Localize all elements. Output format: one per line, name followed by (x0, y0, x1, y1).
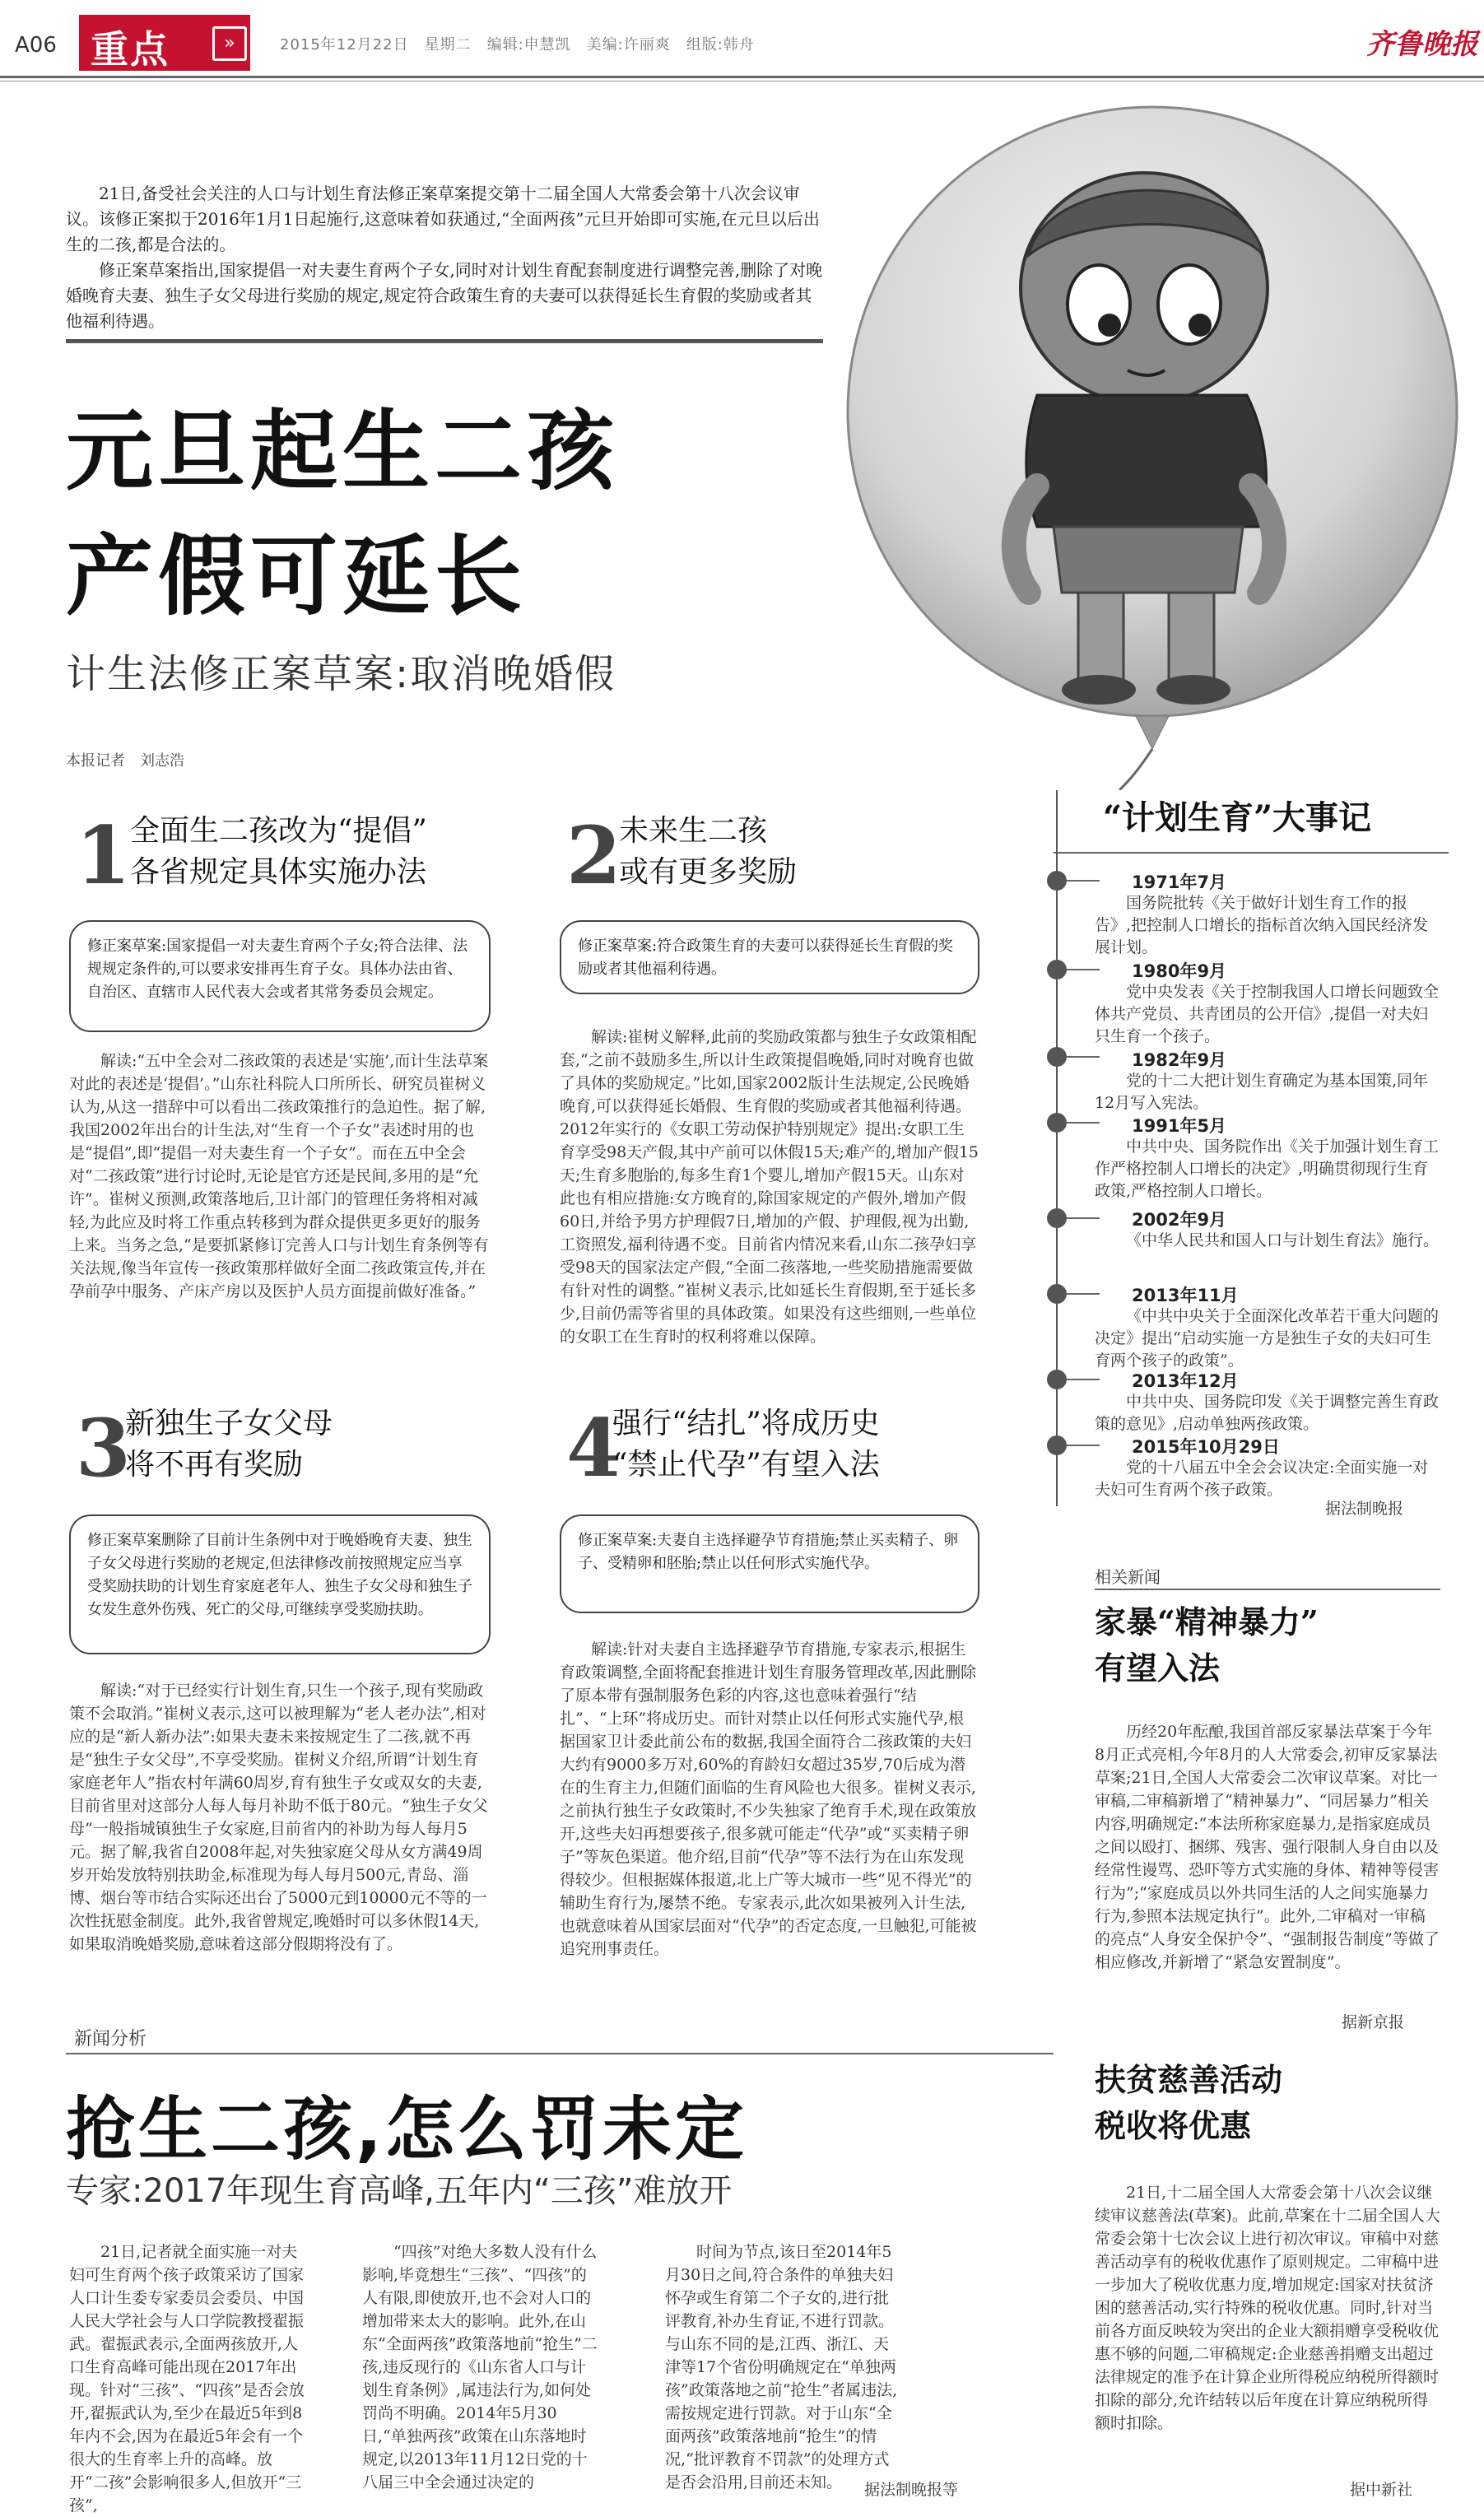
timeline-year: 2015年10月29日 (1132, 1437, 1280, 1457)
section-1-number: 1 (76, 809, 131, 902)
section-3-title-line-1: 新独生子女父母 (125, 1407, 333, 1440)
timeline-year: 1980年9月 (1132, 961, 1227, 981)
timeline-desc: 《中华人民共和国人口与计划生育法》施行。 (1126, 1231, 1440, 1249)
section-4-title-line-1: 强行“结扎”将成历史 (612, 1407, 880, 1440)
timeline-connector (1067, 880, 1100, 882)
analysis-source: 据法制晚报等 (864, 2481, 959, 2499)
news-1-title-line-2: 有望入法 (1095, 1649, 1221, 1687)
timeline-year: 2013年12月 (1132, 1371, 1239, 1391)
timeline-desc: 中共中央、国务院作出《关于加强计划生育工作严格控制人口增长的决定》,明确贯彻现行生育政策,严格控制人口增长。 (1095, 1138, 1440, 1200)
section-2-quote-bubble: 修正案草案:符合政策生育的夫妻可以获得延长生育假的奖励或者其他福利待遇。 (560, 920, 979, 994)
section-1-title-line-1: 全面生二孩改为“提倡” (130, 814, 427, 848)
timeline-connector (1067, 969, 1100, 970)
analysis-headline: 抢生二孩,怎么罚未定 (66, 2089, 747, 2170)
lead-paragraph-1: 21日,备受社会关注的人口与计划生育法修正案草案提交第十二届全国人大常委会第十八次会议审议。该修正案拟于2016年1月1日起施行,这意味着如获通过,“全面两孩”元旦开始即可实施,在元旦以后出生的二孩,都是合法的。 (66, 184, 820, 254)
timeline-connector (1067, 1293, 1100, 1295)
timeline-source: 据法制晚报 (1325, 1500, 1404, 1518)
section-2-title-line-2: 或有更多奖励 (619, 855, 798, 889)
section-2-body: 解读:崔树义解释,此前的奖励政策都与独生子女政策相配套,“之前不鼓励多生,所以计生政策提倡晚婚,同时对晚育也做了具体的奖励规定。”比如,国家2002版计生法规定,公民晚婚晚育,可以获得延长婚假、生育假的奖励或者其他福利待遇。2012年实行的《女职工劳动保护特别规定》提出:女职工生育享受98天产假,其中产前可以休假15天;难产的,增加产假15天;生育多胞胎的,每多生育1个婴儿,增加产假15天。山东对此也有相应措施:女方晚育的,除国家规定的产假外,增加产假60日,并给予男方护理假7日,增加的产假、护理假,视为出勤,工资照发,福利待遇不变。目前省内情况来看,山东二孩孕妇享受98天的国家法定产假,“全面二孩落地,一些奖励措施需要做有针对性的调整。”崔树义表示,比如延长生育假期,至于延长多少,目前仍需等省里的具体政策。如果没有这些细则,一些单位的女职工在生育时的权利将难以保障。 (560, 1028, 979, 1346)
analysis-tag: 新闻分析 (74, 2029, 147, 2049)
timeline-dot (1047, 1435, 1067, 1455)
analysis-subheadline: 专家:2017年现生育高峰,五年内“三孩”难放开 (66, 2172, 733, 2210)
related-news-rule (1095, 1589, 1440, 1590)
lead-paragraph-2: 修正案草案指出,国家提倡一对夫妻生育两个子女,同时对计划生育配套制度进行调整完善,删除了对晚婚晚育夫妻、独生子女父母进行奖励的规定,规定符合政策生育的夫妻可以获得延长生育假的奖励或者其他福利待遇。 (66, 260, 823, 331)
timeline-dot (1047, 1047, 1067, 1067)
timeline-year: 1971年7月 (1132, 872, 1227, 892)
news-2-title-line-1: 扶贫慈善活动 (1095, 2061, 1283, 2098)
timeline-desc: 《中共中央关于全面深化改革若干重大问题的决定》提出“启动实施一方是独生子女的夫妇可生育两个孩子的政策”。 (1095, 1307, 1440, 1370)
timeline-dot (1047, 1370, 1067, 1389)
news-1-title-line-1: 家暴“精神暴力” (1095, 1603, 1319, 1640)
timeline-year: 1982年9月 (1132, 1050, 1227, 1070)
section-4-number: 4 (566, 1402, 621, 1495)
news-2-title-line-2: 税收将优惠 (1095, 2107, 1252, 2144)
timeline-year: 2013年11月 (1132, 1286, 1239, 1305)
headline-line-1: 元旦起生二孩 (66, 401, 619, 502)
related-news-tag: 相关新闻 (1095, 1567, 1161, 1587)
section-2-title-line-1: 未来生二孩 (619, 814, 768, 848)
timeline-connector (1067, 1379, 1100, 1380)
byline: 本报记者 刘志浩 (66, 752, 184, 770)
timeline-dot (1047, 1113, 1067, 1133)
analysis-column-2: “四孩”对绝大多数人没有什么影响,毕竟想生“三孩”、“四孩”的人有限,即使放开,也不会对人口的增加带来太大的影响。此外,在山东“全面两孩”政策落地前“抢生”二孩,违反现行的《山东省人口与计划生育条例》,属违法行为,如何处罚尚不明确。2014年5月30日,“单独两孩”政策在山东落地时规定,以2013年11月12日党的十八届三中全会通过决定的 (362, 2243, 598, 2491)
section-label: 重点 (91, 27, 170, 72)
analysis-column-1: 21日,记者就全面实施一对夫妇可生育两个孩子政策采访了国家人口计生委专家委员会委员、中国人民大学社会与人口学院教授翟振武。翟振武表示,全面两孩放开,人口生育高峰可能出现在2017年出现。针对“三孩”、“四孩”是否会放开,翟振武认为,至少在最近5年到8年内不会,因为在最近5年会有一个很大的生育率上升的高峰。放开“二孩”会影响很多人,但放开“三孩”, (69, 2243, 305, 2515)
timeline-dot (1047, 1208, 1067, 1228)
section-4-title-line-2: “禁止代孕”有望入法 (612, 1448, 880, 1482)
timeline-year: 1991年5月 (1132, 1116, 1227, 1136)
timeline-connector (1067, 1445, 1100, 1446)
section-3-title-line-2: 将不再有奖励 (125, 1448, 304, 1482)
section-3-body: 解读:“对于已经实行计划生育,只生一个孩子,现有奖励政策不会取消。”崔树义表示,这可以被理解为“老人老办法”,相对应的是“新人新办法”:如果夫妻未来按规定生了二孩,就不再是“独生子女父母”,不享受奖励。崔树义介绍,所谓“计划生育家庭老年人”指农村年满60周岁,育有独生子女或双女的夫妻,目前省里对这部分人每人每月补助不低于80元。“独生子女父母”一般指城镇独生子女家庭,目前省内的补助为每人每月5元。据了解,我省自2008年起,对失独家庭父母从女方满49周岁开始发放特别扶助金,标准现为每人每月500元,青岛、淄博、烟台等市结合实际还出台了5000元到10000元不等的一次性抚慰金制度。此外,我省曾规定,晚婚时可以多休假14天,如果取消晚婚奖励,意味着这部分假期将没有了。 (69, 1682, 488, 1953)
headline-line-2: 产假可延长 (66, 526, 527, 627)
timeline-desc: 国务院批转《关于做好计划生育工作的报告》,把控制人口增长的指标首次纳入国民经济发展计划。 (1095, 894, 1429, 956)
news-1-source: 据新京报 (1342, 2013, 1405, 2031)
section-1-body: 解读:“五中全会对二孩政策的表述是‘实施’,而计生法草案对此的表述是‘提倡’。”山东社科院人口所所长、研究员崔树义认为,从这一措辞中可以看出二孩政策推行的急迫性。据了解,我国2002年出台的计生法,对“生育一个子女”表述时用的也是“提倡”,即“提倡一对夫妻生育一个子女”。而在五中全会对“二孩政策”进行讨论时,无论是官方还是民间,多用的是“允许”。崔树义预测,政策落地后,卫计部门的管理任务将相对减轻,为此应及时将工作重点转移到为群众提供更多更好的服务上来。当务之急,“是要抓紧修订完善人口与计划生育条例等有关法规,像当年宣传一孩政策那样做好全面二孩政策宣传,并在孕前孕中服务、产床产房以及医护人员方面提前做好准备。” (69, 1052, 489, 1300)
section-4-quote-bubble: 修正案草案:夫妻自主选择避孕节育措施;禁止买卖精子、卵子、受精卵和胚胎;禁止以任何形式实施代孕。 (560, 1514, 979, 1613)
page-number: A06 (15, 33, 57, 58)
news-2-body: 21日,十二届全国人大常委会第十八次会议继续审议慈善法(草案)。此前,草案在十二届全国人大常委会第十七次会议上进行初次审议。审稿中对慈善活动享有的税收优惠作了原则规定。二审稿中进一步加大了税收优惠力度,增加规定:国家对扶贫济困的慈善活动,实行特殊的税收优惠。同时,针对当前各方面反映较为突出的企业大额捐赠享受税收优惠不够的问题,二审稿规定:企业慈善捐赠支出超过法律规定的准予在计算企业所得税应纳税所得额时扣除的部分,允许结转以后年度在计算应纳税所得额时扣除。 (1095, 2184, 1440, 2432)
timeline-dot (1047, 960, 1067, 979)
masthead-rule (0, 76, 1484, 78)
timeline-spine (1056, 790, 1058, 1506)
section-3-number: 3 (76, 1402, 131, 1495)
section-1-quote-bubble: 修正案草案:国家提倡一对夫妻生育两个子女;符合法律、法规规定条件的,可以要求安排再生育子女。具体办法由省、自治区、直辖市人民代表大会或者其常务委员会规定。 (69, 920, 491, 1032)
timeline-desc: 党的十八届五中全会会议决定:全面实施一对夫妇可生育两个孩子政策。 (1095, 1459, 1429, 1499)
section-4-body: 解读:针对夫妻自主选择避孕节育措施,专家表示,根据生育政策调整,全面将配套推进计划生育服务管理改革,因此删除了原本带有强制服务色彩的内容,这也意味着强行“结扎”、“上环”将成历史。而针对禁止以任何形式实施代孕,根据国家卫计委此前公布的数据,我国全面符合二孩政策的夫妇大约有9000多万对,60%的育龄妇女超过35岁,70后成为潜在的生育主力,但随们面临的生育风险也大很多。崔树义表示,之前执行独生子女政策时,不少失独家了绝育手术,现在政策放开,这些夫妇再想要孩子,很多就可能走“代孕”或“买卖精子卵子”等灰色渠道。他介绍,目前“代孕”等不法行为在山东发现得较少。但根据媒体报道,北上广等大城市一些“见不得光”的辅助生育行为,屡禁不绝。专家表示,此次如果被列入计生法,也就意味着从国家层面对“代孕”的否定态度,一旦触犯,可能被追究刑事责任。 (560, 1640, 977, 1958)
section-3-quote-bubble: 修正案草案删除了目前计生条例中对于晚婚晚育夫妻、独生子女父母进行奖励的老规定,但法律修改前按照规定应当享受奖励扶助的计划生育家庭老年人、独生子女父母和独生子女发生意外伤残、死亡的父母,可继续享受奖励扶助。 (69, 1514, 491, 1654)
timeline-desc: 中共中央、国务院印发《关于调整完善生育政策的意见》,启动单独两孩政策。 (1095, 1393, 1440, 1433)
timeline-connector (1067, 1217, 1100, 1219)
timeline-desc: 党的十二大把计划生育确定为基本国策,同年12月写入宪法。 (1095, 1072, 1429, 1112)
section-2-number: 2 (566, 809, 621, 902)
timeline-rule (1054, 852, 1449, 854)
section-1-title-line-2: 各省规定具体实施办法 (130, 855, 427, 889)
subheadline: 计生法修正案草案:取消晚婚假 (66, 651, 616, 697)
timeline-dot (1047, 871, 1067, 891)
newspaper-logo: 齐鲁晚报 (1366, 28, 1478, 61)
timeline-dot (1047, 1284, 1067, 1304)
timeline-connector (1067, 1056, 1100, 1058)
analysis-column-3: 时间为节点,该日至2014年5月30日之间,符合条件的单独夫妇怀孕或生育第二个子女的,进行批评教育,补办生育证,不进行罚款。与山东不同的是,江西、浙江、天津等17个省份明确规定在“单独两孩”政策落地之前“抢生”者属违法,需按规定进行罚款。对于山东“全面两孩”政策落地前“抢生”的情况,“批评教育不罚款”的处理方式是否会沿用,目前还未知。 (665, 2243, 898, 2491)
timeline-title: “计划生育”大事记 (1103, 798, 1372, 837)
lead-divider (66, 339, 823, 343)
double-chevron-icon: » (212, 26, 247, 61)
issue-meta: 2015年12月22日 星期二 编辑:申慧凯 美编:许丽爽 组版:韩舟 (280, 36, 755, 54)
balloon-illustration (831, 99, 1473, 790)
timeline-connector (1067, 1122, 1100, 1124)
analysis-rule (66, 2053, 1054, 2054)
news-1-body: 历经20年酝酿,我国首部反家暴法草案于今年8月正式亮相,今年8月的人大常委会,初审反家暴法草案;21日,全国人大常委会二次审议草案。对比一审稿,二审稿新增了“精神暴力”、“同居暴力”相关内容,明确规定:“本法所称家庭暴力,是指家庭成员之间以殴打、捆绑、残害、强行限制人身自由以及经常性谩骂、恐吓等方式实施的身体、精神等侵害行为”;“家庭成员以外共同生活的人之间实施暴力行为,参照本法规定执行”。此外,二审稿对一审稿的亮点“人身安全保护令”、“强制报告制度”等做了相应修改,并新增了“紧急安置制度”。 (1095, 1723, 1440, 1971)
news-2-source: 据中新社 (1350, 2481, 1413, 2499)
timeline-desc: 党中央发表《关于控制我国人口增长问题致全体共产党员、共青团员的公开信》,提倡一对夫妇只生育一个孩子。 (1095, 983, 1440, 1045)
timeline-year: 2002年9月 (1132, 1210, 1227, 1230)
